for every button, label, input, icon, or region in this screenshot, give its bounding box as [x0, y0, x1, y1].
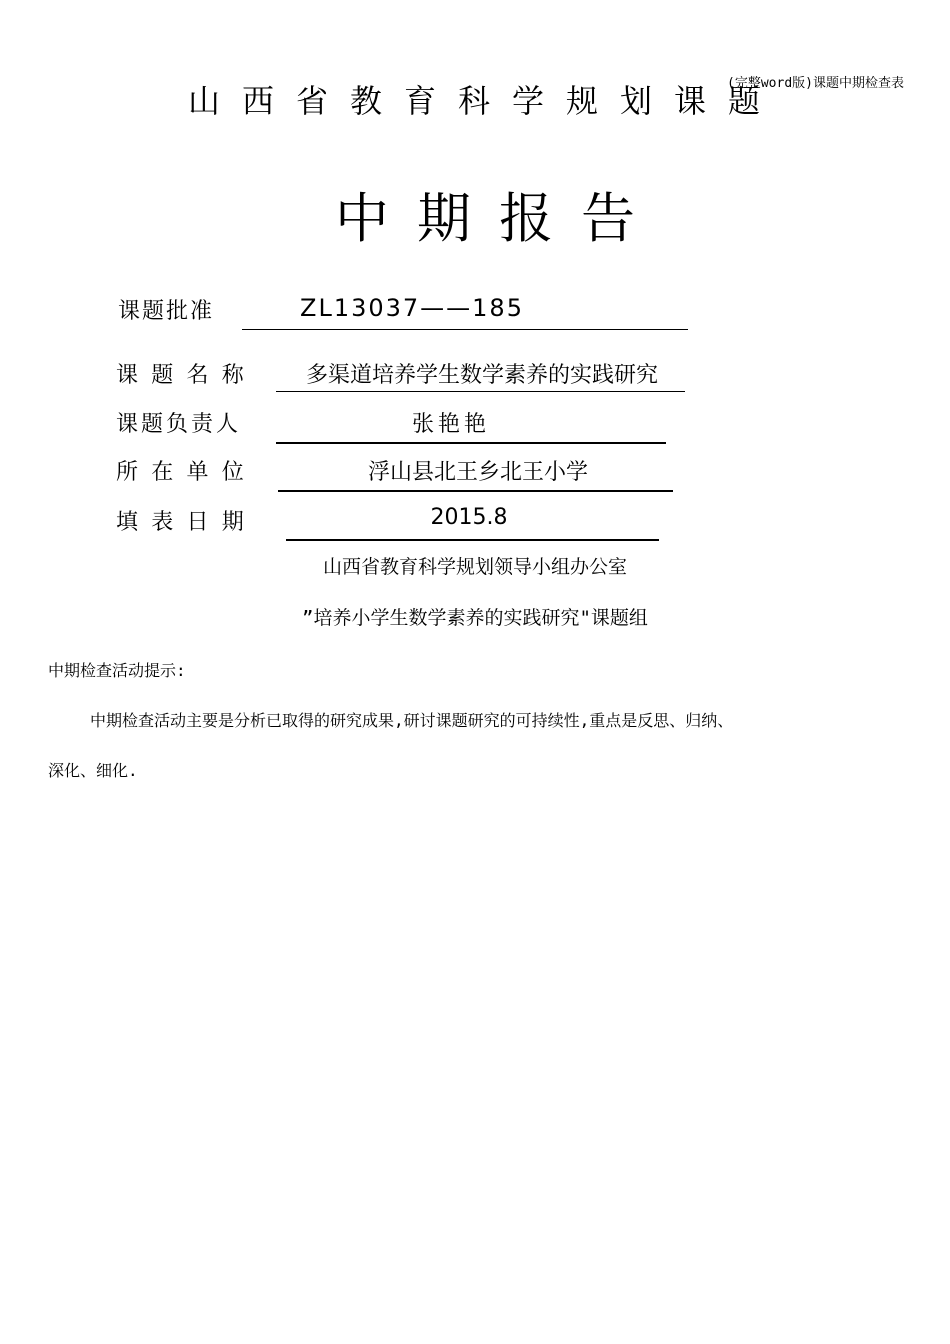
- header-note: (完整word版)课题中期检查表: [727, 76, 904, 91]
- date-underline: [286, 539, 659, 541]
- name-value: 多渠道培养学生数学素养的实践研究: [305, 363, 658, 388]
- name-underline: [276, 391, 685, 392]
- office-name: 山西省教育科学规划领导小组办公室: [322, 556, 627, 578]
- name-label: 课 题 名 称: [116, 363, 244, 388]
- research-group: ”培养小学生数学素养的实践研究"课题组: [302, 607, 648, 629]
- unit-value: 浮山县北王乡北王小学: [367, 460, 588, 485]
- leader-label: 课题负责人: [116, 412, 242, 437]
- leader-underline: [276, 442, 666, 444]
- field-leader: [0, 405, 950, 445]
- approval-value: ZL13037——185: [300, 294, 524, 322]
- field-date: [0, 501, 950, 541]
- unit-label: 所 在 单 位: [116, 460, 244, 485]
- leader-value: 张艳艳: [411, 412, 490, 437]
- hint-paragraph-line2: 深化、细化.: [48, 761, 138, 780]
- date-label: 填 表 日 期: [116, 510, 244, 535]
- approval-underline: [242, 329, 688, 330]
- approval-label: 课题批准: [118, 299, 215, 324]
- report-title: 中期报告: [335, 187, 663, 250]
- date-value: 2015.8: [430, 505, 508, 530]
- hint-paragraph-line1: 中期检查活动主要是分析已取得的研究成果,研讨课题研究的可持续性,重点是反思、归纳、: [90, 711, 734, 730]
- hint-title: 中期检查活动提示:: [48, 661, 186, 680]
- unit-underline: [278, 490, 673, 492]
- document-title: 山西省教育科学规划课题: [187, 82, 782, 120]
- field-name: [0, 354, 950, 394]
- field-approval: [0, 290, 950, 330]
- field-unit: [0, 453, 950, 493]
